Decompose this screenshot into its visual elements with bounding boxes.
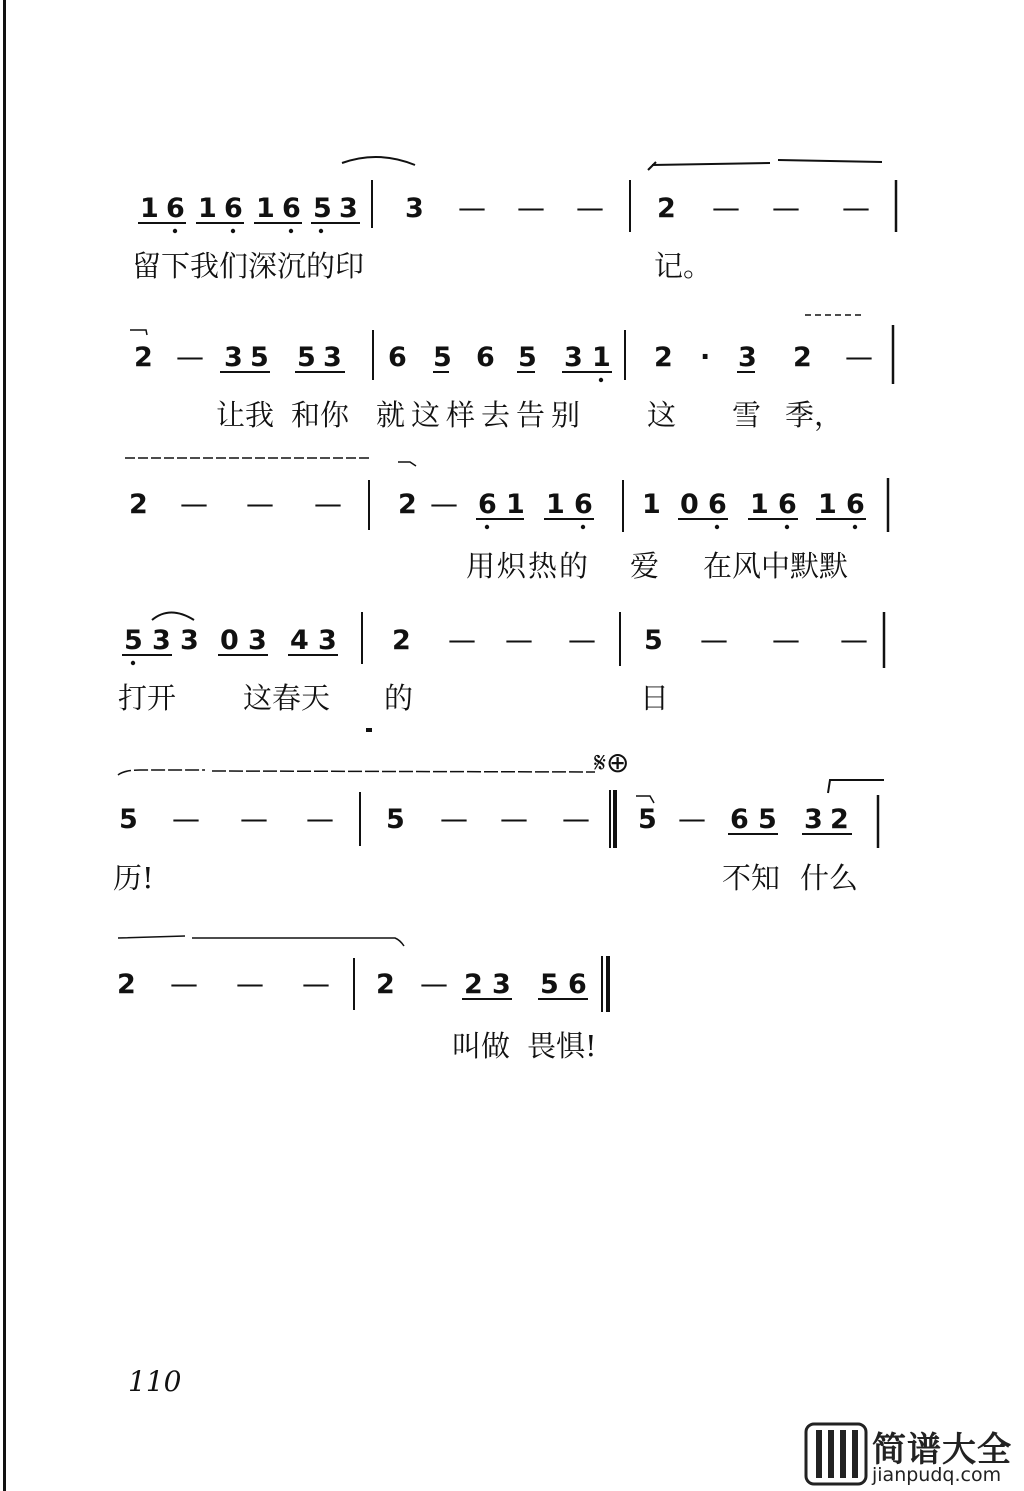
- note: 5: [297, 342, 316, 373]
- dash: —: [306, 802, 334, 835]
- note: 2: [657, 193, 676, 224]
- note: 3: [339, 193, 358, 224]
- note: 3: [323, 342, 342, 373]
- tie-mark: [398, 462, 416, 466]
- note: 3: [248, 625, 267, 656]
- lyric: 畏惧!: [527, 1029, 597, 1063]
- octave-dot: [599, 378, 603, 382]
- score-row-4: [118, 612, 884, 732]
- tie-mark: [130, 330, 147, 335]
- lyric: 让我: [216, 398, 275, 432]
- note: 5: [638, 804, 657, 835]
- note: 6: [224, 193, 243, 224]
- dash: —: [562, 802, 590, 835]
- score-row-2: [130, 315, 893, 432]
- note: 1: [750, 489, 769, 520]
- dash: —: [840, 623, 868, 656]
- dash: —: [170, 967, 198, 1000]
- note: 1: [818, 489, 837, 520]
- note: 2: [392, 625, 411, 656]
- dash: —: [772, 623, 800, 656]
- note: 3: [804, 804, 823, 835]
- lyric: 在风中默默: [703, 549, 849, 583]
- note: 5: [386, 804, 405, 835]
- dash: —: [505, 623, 533, 656]
- dash: —: [302, 967, 330, 1000]
- lyric: 就这样去告别: [376, 398, 587, 432]
- lyric: 留下我们深沉的印: [132, 249, 365, 283]
- dash: —: [420, 967, 448, 1000]
- note: 2: [129, 489, 148, 520]
- note: 3: [318, 625, 337, 656]
- note: 5: [250, 342, 269, 373]
- note: 3: [564, 342, 583, 373]
- note: 0: [220, 625, 239, 656]
- dash: —: [842, 191, 870, 224]
- octave-dot: [131, 661, 135, 665]
- lyric: 季，: [785, 398, 844, 432]
- note: 6: [708, 489, 727, 520]
- note: 6: [166, 193, 185, 224]
- dash: —: [845, 340, 873, 373]
- note: 2: [464, 969, 483, 1000]
- watermark-title: 简谱大全: [872, 1430, 1012, 1470]
- note: 5: [433, 342, 452, 373]
- note: 1: [546, 489, 565, 520]
- note: 2: [398, 489, 417, 520]
- lyric: 日: [640, 681, 670, 715]
- tie-line: [118, 936, 404, 946]
- dash: —: [700, 623, 728, 656]
- tie-line: [118, 770, 595, 775]
- note: 1: [256, 193, 275, 224]
- dash: —: [172, 802, 200, 835]
- lyric: 爱: [630, 549, 660, 583]
- dash: —: [458, 191, 486, 224]
- octave-dots: [485, 525, 857, 529]
- watermark: [800, 1418, 1024, 1491]
- lyric: 和你: [291, 398, 350, 432]
- note: 5: [518, 342, 537, 373]
- dash: —: [180, 487, 208, 520]
- lyric: 历!: [113, 861, 154, 895]
- note: 2: [830, 804, 849, 835]
- lyric: 这春天: [243, 681, 331, 715]
- dash: —: [678, 802, 706, 835]
- note: 3: [224, 342, 243, 373]
- note: 6: [388, 342, 407, 373]
- watermark-url: jianpudq.com: [872, 1464, 1002, 1486]
- note: 4: [290, 625, 309, 656]
- note: 5: [313, 193, 332, 224]
- note: 3: [492, 969, 511, 1000]
- note: 6: [846, 489, 865, 520]
- note: 6: [478, 489, 497, 520]
- note: 3: [180, 625, 199, 656]
- note: 6: [730, 804, 749, 835]
- dash: —: [314, 487, 342, 520]
- score-row-6: [117, 936, 608, 1063]
- octave-dots: [173, 229, 323, 233]
- lyric: 的: [384, 681, 414, 715]
- dash: —: [240, 802, 268, 835]
- dash: —: [176, 340, 204, 373]
- score-row-5: [113, 746, 884, 895]
- note: 2: [654, 342, 673, 373]
- note: 0: [680, 489, 699, 520]
- lyric: 什么: [800, 861, 859, 895]
- note: 6: [778, 489, 797, 520]
- dash: —: [500, 802, 528, 835]
- dash: —: [246, 487, 274, 520]
- dot: ·: [700, 342, 711, 373]
- slur: [152, 613, 194, 621]
- lyric: 打开: [118, 681, 177, 715]
- note: 6: [568, 969, 587, 1000]
- note: 5: [644, 625, 663, 656]
- lyric: 叫做: [452, 1029, 511, 1063]
- dash: —: [517, 191, 545, 224]
- note: 6: [476, 342, 495, 373]
- lyric: 雪: [732, 398, 762, 432]
- note: 2: [134, 342, 153, 373]
- dash: —: [448, 623, 476, 656]
- lyric: 记。: [654, 249, 713, 283]
- slur-row1: [342, 157, 882, 170]
- note: 5: [119, 804, 138, 835]
- lyric: 用炽热的: [466, 549, 591, 583]
- note: 3: [738, 342, 757, 373]
- dash: —: [568, 623, 596, 656]
- note: 6: [574, 489, 593, 520]
- page-number: 110: [128, 1365, 182, 1398]
- score-row-3: [125, 458, 888, 583]
- dash: —: [772, 191, 800, 224]
- note: 3: [405, 193, 424, 224]
- volta-bracket: [828, 780, 884, 793]
- note: 5: [758, 804, 777, 835]
- note: 1: [506, 489, 525, 520]
- dash: —: [440, 802, 468, 835]
- dash: —: [236, 967, 264, 1000]
- score-row-1: [132, 157, 896, 283]
- note: 1: [198, 193, 217, 224]
- lyric: 这: [647, 398, 677, 432]
- ink-mark: [366, 728, 372, 732]
- note: 5: [124, 625, 143, 656]
- tie-mark: [636, 796, 654, 803]
- segno-coda-sign: 𝄋⊕: [594, 746, 630, 779]
- dash: —: [576, 191, 604, 224]
- dash: —: [712, 191, 740, 224]
- note: 2: [376, 969, 395, 1000]
- note: 3: [152, 625, 171, 656]
- note: 1: [592, 342, 611, 373]
- note: 2: [793, 342, 812, 373]
- note: 6: [282, 193, 301, 224]
- dash: —: [430, 487, 458, 520]
- lyric: 不知: [722, 861, 781, 895]
- note: 1: [642, 489, 661, 520]
- note: 5: [540, 969, 559, 1000]
- note: 2: [117, 969, 136, 1000]
- note: 1: [140, 193, 159, 224]
- piano-keys-icon: [804, 1422, 868, 1486]
